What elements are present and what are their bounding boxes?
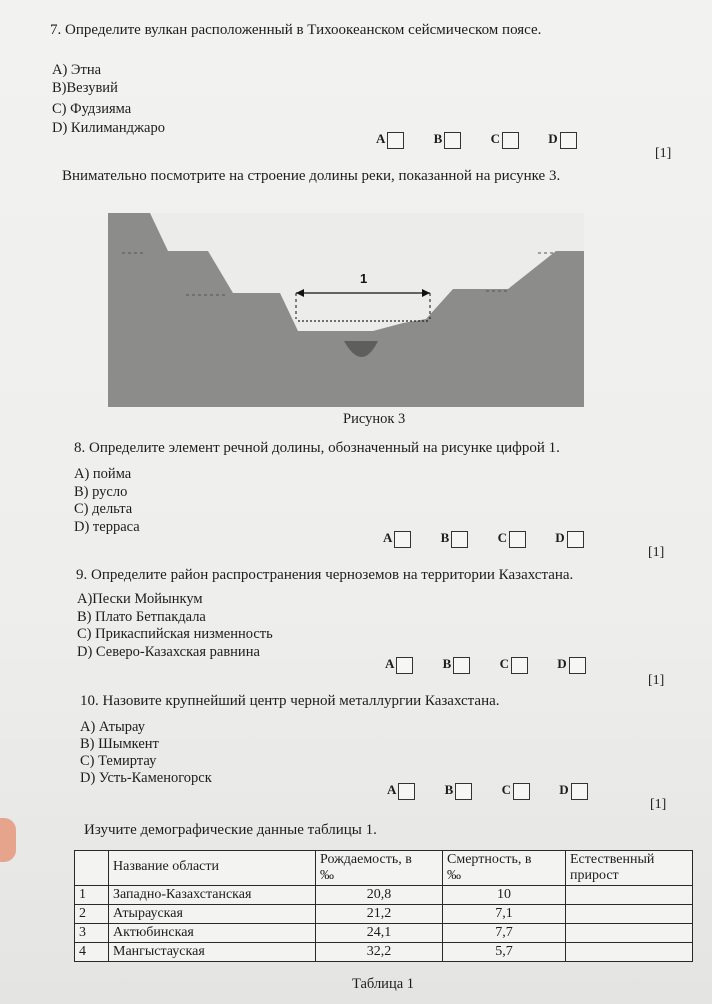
q9-text: 9. Определите район распространения черноземов на территории Казахстана. — [76, 567, 574, 583]
q10-option-c: C) Темиртау — [80, 753, 157, 769]
header-num-cell — [75, 851, 109, 886]
q9-letter-c: C — [499, 656, 509, 671]
q10-checkbox-d[interactable] — [571, 783, 588, 800]
q7-option-a: A) Этна — [52, 62, 102, 78]
q7-checkbox-c[interactable] — [502, 132, 519, 149]
header-birth — [316, 851, 443, 886]
q8-checkbox-b[interactable] — [451, 531, 468, 548]
row-death: 5,7 — [443, 943, 566, 962]
table-header-row — [75, 851, 693, 886]
q10-letter-d: D — [559, 782, 569, 797]
row-region: Атырауская — [109, 905, 316, 924]
q10-answer-boxes — [387, 782, 614, 800]
q9-letter-d: D — [557, 656, 567, 671]
table-row — [75, 943, 693, 962]
q8-letter-a: A — [383, 530, 393, 545]
row-num: 3 — [75, 924, 109, 943]
q8-checkbox-d[interactable] — [567, 531, 584, 548]
q10-letter-b: B — [444, 782, 454, 797]
q7-checkbox-b[interactable] — [444, 132, 461, 149]
q8-checkbox-a[interactable] — [394, 531, 411, 548]
q9-option-d: D) Северо-Казахская равнина — [77, 644, 260, 660]
figure-caption: Рисунок 3 — [343, 411, 406, 427]
header-birth-line2: ‰ — [320, 868, 334, 883]
q9-letter-a: A — [385, 656, 395, 671]
row-region: Актюбинская — [109, 924, 316, 943]
q7-option-d: D) Килиманджаро — [52, 120, 165, 136]
q7-option-c: C) Фудзияма — [52, 101, 132, 117]
q8-letter-c: C — [497, 530, 507, 545]
demographic-table — [74, 850, 693, 962]
river-valley-figure — [108, 213, 584, 407]
table-row — [75, 905, 693, 924]
q8-option-b: B) русло — [74, 484, 128, 500]
header-growth — [566, 851, 693, 886]
row-birth: 20,8 — [316, 886, 443, 905]
row-growth-input[interactable] — [566, 943, 693, 962]
q9-checkbox-c[interactable] — [511, 657, 528, 674]
row-growth-input[interactable] — [566, 905, 693, 924]
table-row — [75, 886, 693, 905]
figure-label-1: 1 — [360, 271, 368, 286]
q7-checkbox-d[interactable] — [560, 132, 577, 149]
q9-answer-boxes — [385, 656, 612, 674]
q10-checkbox-a[interactable] — [398, 783, 415, 800]
q7-letter-c: C — [490, 131, 500, 146]
q10-marks: [1] — [650, 797, 667, 812]
row-growth-input[interactable] — [566, 886, 693, 905]
q9-checkbox-d[interactable] — [569, 657, 586, 674]
table-intro: Изучите демографические данные таблицы 1. — [84, 822, 377, 838]
row-region: Западно-Казахстанская — [109, 886, 316, 905]
q9-option-b: B) Плато Бетпакдала — [77, 609, 206, 625]
row-birth: 32,2 — [316, 943, 443, 962]
row-region: Мангыстауская — [109, 943, 316, 962]
q7-answer-boxes — [376, 131, 603, 149]
q9-checkbox-b[interactable] — [453, 657, 470, 674]
row-birth: 21,2 — [316, 905, 443, 924]
q8-marks: [1] — [648, 545, 665, 560]
header-birth-line1: Рождаемость, в — [320, 852, 412, 867]
q8-checkbox-c[interactable] — [509, 531, 526, 548]
row-num: 4 — [75, 943, 109, 962]
header-death — [443, 851, 566, 886]
q10-text: 10. Назовите крупнейший центр черной металлургии Казахстана. — [80, 693, 500, 709]
q8-option-c: C) дельта — [74, 501, 133, 517]
row-death: 7,7 — [443, 924, 566, 943]
q10-letter-c: C — [501, 782, 511, 797]
q7-letter-a: A — [376, 131, 386, 146]
table-caption: Таблица 1 — [352, 976, 415, 992]
q7-letter-b: B — [433, 131, 443, 146]
q9-marks: [1] — [648, 673, 665, 688]
row-num: 2 — [75, 905, 109, 924]
finger-thumb — [0, 818, 16, 862]
table-row — [75, 924, 693, 943]
q8-letter-b: B — [440, 530, 450, 545]
header-death-line2: ‰ — [447, 868, 461, 883]
q8-text: 8. Определите элемент речной долины, обозначенный на рисунке цифрой 1. — [74, 440, 560, 456]
q8-letter-d: D — [555, 530, 565, 545]
q8-answer-boxes — [383, 530, 610, 548]
row-num: 1 — [75, 886, 109, 905]
header-growth-line2: прирост — [570, 868, 619, 883]
q9-checkbox-a[interactable] — [396, 657, 413, 674]
q8-option-a: A) пойма — [74, 466, 132, 482]
q7-letter-d: D — [548, 131, 558, 146]
row-death: 7,1 — [443, 905, 566, 924]
row-birth: 24,1 — [316, 924, 443, 943]
q10-option-a: A) Атырау — [80, 719, 145, 735]
q7-option-b: B)Везувий — [52, 80, 118, 96]
q7-text: 7. Определите вулкан расположенный в Тихоокеанском сейсмическом поясе. — [50, 22, 542, 38]
row-death: 10 — [443, 886, 566, 905]
row-growth-input[interactable] — [566, 924, 693, 943]
q10-checkbox-b[interactable] — [455, 783, 472, 800]
header-death-line1: Смертность, в — [447, 852, 532, 867]
q8-option-d: D) терраса — [74, 519, 140, 535]
q9-option-a: A)Пески Мойынкум — [77, 591, 203, 607]
q10-option-b: B) Шымкент — [80, 736, 159, 752]
header-region: Название области — [109, 851, 316, 886]
q10-checkbox-c[interactable] — [513, 783, 530, 800]
q9-option-c: C) Прикаспийская низменность — [77, 626, 273, 642]
q7-marks: [1] — [655, 146, 672, 161]
figure-intro: Внимательно посмотрите на строение долины реки, показанной на рисунке 3. — [62, 168, 561, 184]
q10-letter-a: A — [387, 782, 397, 797]
q10-option-d: D) Усть-Каменогорск — [80, 770, 212, 786]
q7-checkbox-a[interactable] — [387, 132, 404, 149]
header-growth-line1: Естественный — [570, 852, 655, 867]
q9-letter-b: B — [442, 656, 452, 671]
